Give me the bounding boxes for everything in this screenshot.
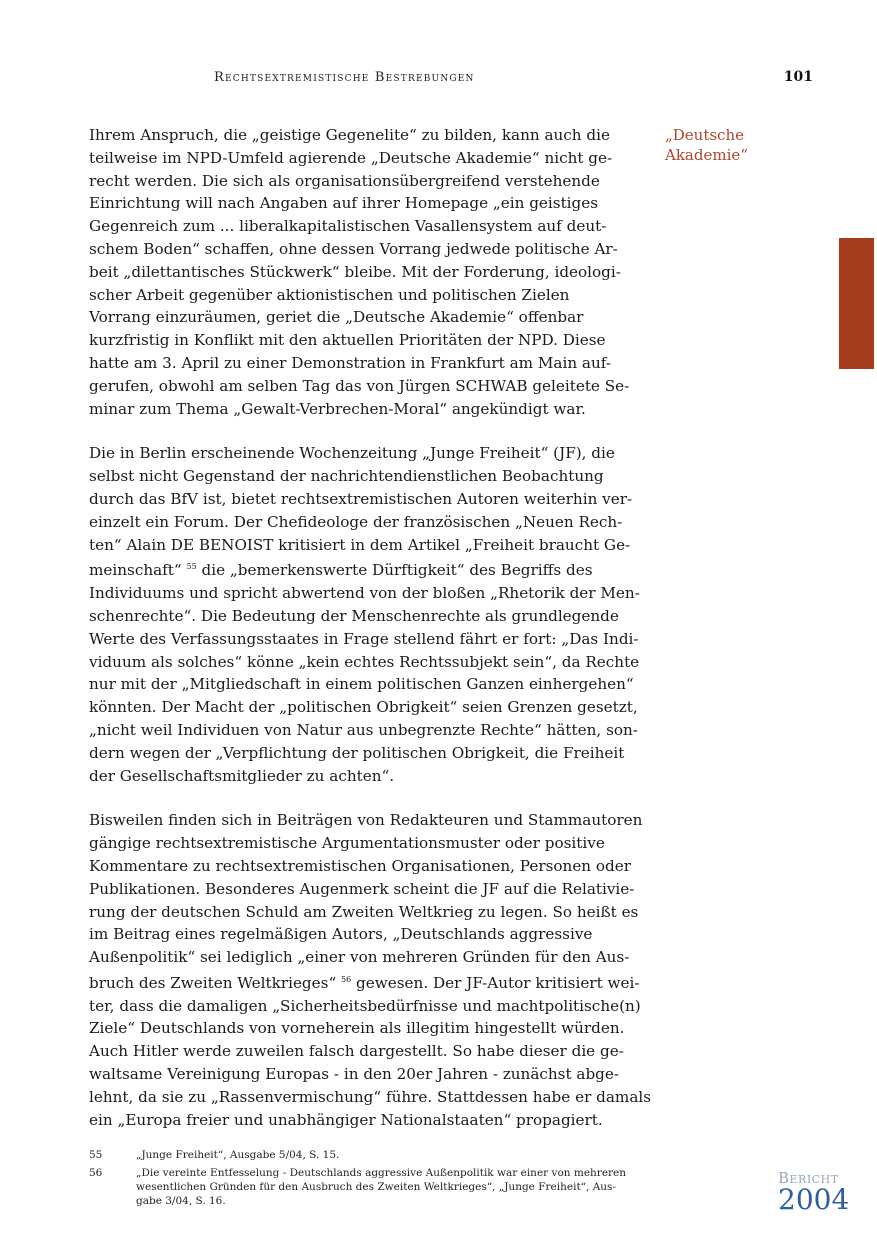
text-line <box>89 488 645 511</box>
running-title: Rechtsextremistische Bestrebungen <box>214 70 475 85</box>
text-line <box>89 1017 645 1040</box>
text-line <box>89 855 645 878</box>
margin-note <box>665 125 785 165</box>
margin-note-line: „Deutsche <box>665 126 744 144</box>
text-line-content: „nicht weil Individuen von Natur aus unbegrenzte Rechte“ hätten, son- <box>89 720 638 739</box>
text-line <box>89 147 645 170</box>
text-line <box>89 511 645 534</box>
text-line <box>89 284 645 307</box>
text-line <box>89 398 645 421</box>
footnotes <box>89 1148 649 1212</box>
text-line-content: ein „Europa freier und unabhängiger Nationalstaaten“ propagiert. <box>89 1110 603 1129</box>
text-line-content: beit „dilettantisches Stückwerk“ bleibe. Mit der Forderung, ideologi- <box>89 262 621 281</box>
text-line-content: nur mit der „Mitgliedschaft in einem politischen Ganzen einhergehen“ <box>89 675 634 694</box>
text-line <box>89 556 645 582</box>
text-line-content: kurzfristig in Konflikt mit den aktuellen Prioritäten der NPD. Diese <box>89 331 606 350</box>
text-line-content: Auch Hitler werde zuweilen falsch dargestellt. So habe dieser die ge- <box>89 1042 624 1061</box>
text-line-content: viduum als solches“ könne „kein echtes Rechtssubjekt sein“, da Rechte <box>89 652 640 671</box>
text-line <box>89 809 645 832</box>
footnote-text: „Junge Freiheit“, Ausgabe 5/04, S. 15. <box>136 1149 340 1161</box>
text-line-content: Gegenreich zum ... liberalkapitalistischen Vasallensystem auf deut- <box>89 217 607 236</box>
body-text <box>89 124 652 1153</box>
text-line-content: lehnt, da sie zu „Rassenvermischung“ führe. Stattdessen habe er damals <box>89 1087 652 1106</box>
text-line <box>89 719 645 742</box>
text-line <box>89 673 645 696</box>
text-line-content: Publikationen. Besonderes Augenmerk scheint die JF auf die Relativie- <box>89 879 635 898</box>
text-line <box>89 192 645 215</box>
text-line <box>89 215 645 238</box>
text-line <box>89 1109 645 1132</box>
footnote-number: 55 <box>89 1149 103 1161</box>
text-line-content: selbst nicht Gegenstand der nachrichtendienstlichen Beobachtung <box>89 467 604 486</box>
text-line <box>89 969 645 995</box>
text-line-content: Außenpolitik“ sei lediglich „einer von mehreren Gründen für den Aus- <box>89 948 630 967</box>
text-line-content: scher Arbeit gegenüber aktionistischen und politischen Zielen <box>89 285 570 304</box>
text-line <box>89 628 645 651</box>
text-line-content: ter, dass die damaligen „Sicherheitsbedürfnisse und machtpolitische(n) <box>89 996 641 1015</box>
text-line-content: im Beitrag eines regelmäßigen Autors, „Deutschlands aggressive <box>89 925 593 944</box>
text-line <box>89 375 645 398</box>
text-line <box>89 238 645 261</box>
text-line <box>89 651 645 674</box>
text-line-content: der Gesellschaftsmitglieder zu achten“. <box>89 766 395 785</box>
report-logo-year: 2004 <box>778 1183 850 1216</box>
text-line <box>89 352 645 375</box>
text-line-content: durch das BfV ist, bietet rechtsextremistischen Autoren weiterhin ver- <box>89 489 633 508</box>
text-line <box>89 765 645 788</box>
text-line <box>89 901 645 924</box>
text-line <box>89 946 645 969</box>
text-line-content: Vorrang einzuräumen, geriet die „Deutsche Akademie“ offenbar <box>89 308 584 327</box>
paragraph <box>89 124 645 420</box>
text-line <box>89 742 645 765</box>
text-line-content: hatte am 3. April zu einer Demonstration in Frankfurt am Main auf- <box>89 353 611 372</box>
text-line-content: ten“ Alain DE BENOIST kritisiert in dem Artikel „Freiheit braucht Ge- <box>89 535 631 554</box>
footnote-reference: 56 <box>341 974 352 984</box>
text-line <box>89 465 645 488</box>
text-line <box>89 696 645 719</box>
text-line <box>89 124 645 147</box>
report-logo <box>778 1170 848 1214</box>
text-line <box>89 1063 645 1086</box>
text-line-content: recht werden. Die sich als organisationsübergreifend verstehende <box>89 171 600 190</box>
text-line-continuation: die „bemerkenswerte Dürftigkeit“ des Begriffs des <box>196 561 593 580</box>
text-line <box>89 878 645 901</box>
text-line-content: meinschaft“ <box>89 561 182 580</box>
text-line-content: schenrechte“. Die Bedeutung der Menschenrechte als grundlegende <box>89 606 619 625</box>
text-line-content: könnten. Der Macht der „politischen Obrigkeit“ seien Grenzen gesetzt, <box>89 698 638 717</box>
footnote-number: 56 <box>89 1167 103 1179</box>
footnote-reference: 55 <box>186 562 197 572</box>
text-line <box>89 534 645 557</box>
text-line-content: dern wegen der „Verpflichtung der politischen Obrigkeit, die Freiheit <box>89 743 625 762</box>
text-line-content: bruch des Zweiten Weltkrieges“ <box>89 973 337 992</box>
text-line-content: Die in Berlin erscheinende Wochenzeitung „Junge Freiheit“ (JF), die <box>89 444 615 463</box>
text-line-content: rung der deutschen Schuld am Zweiten Weltkrieg zu legen. So heißt es <box>89 902 639 921</box>
text-line-content: gängige rechtsextremistische Argumentationsmuster oder positive <box>89 834 605 853</box>
text-line-content: Einrichtung will nach Angaben auf ihrer Homepage „ein geistiges <box>89 194 599 213</box>
paragraph <box>89 809 652 1131</box>
text-line-content: Ihrem Anspruch, die „geistige Gegenelite“ zu bilden, kann auch die <box>89 126 610 144</box>
footnote-text: gabe 3/04, S. 16. <box>136 1195 226 1207</box>
text-line-content: Werte des Verfassungsstaates in Frage stellend fährt er fort: „Das Indi- <box>89 629 639 648</box>
text-line-content: minar zum Thema „Gewalt-Verbrechen-Moral“ angekündigt war. <box>89 399 586 418</box>
text-line <box>89 582 645 605</box>
text-line <box>89 261 645 284</box>
page-number: 101 <box>783 69 813 85</box>
chapter-side-tab <box>839 238 874 369</box>
margin-note-line: Akademie“ <box>665 146 748 164</box>
report-logo-word: Bericht <box>778 1169 839 1187</box>
text-line-content: Ziele“ Deutschlands von vorneherein als illegitim hingestellt würden. <box>89 1019 625 1038</box>
text-line-content: teilweise im NPD-Umfeld agierende „Deutsche Akademie“ nicht ge- <box>89 148 613 167</box>
footnote-text: „Die vereinte Entfesselung - Deutschlands aggressive Außenpolitik war einer von mehreren <box>136 1167 627 1179</box>
text-line <box>89 832 645 855</box>
text-line-content: schem Boden“ schaffen, ohne dessen Vorrang jedwede politische Ar- <box>89 239 618 258</box>
paragraph <box>89 442 645 787</box>
text-line <box>89 306 645 329</box>
text-line-content: Kommentare zu rechtsextremistischen Organisationen, Personen oder <box>89 856 632 875</box>
text-line <box>89 923 645 946</box>
text-line-content: einzelt ein Forum. Der Chefideologe der französischen „Neuen Rech- <box>89 512 623 531</box>
footnote <box>89 1166 649 1208</box>
text-line-continuation: gewesen. Der JF-Autor kritisiert wei- <box>351 973 640 992</box>
text-line-content: Bisweilen finden sich in Beiträgen von Redakteuren und Stammautoren <box>89 811 643 830</box>
text-line <box>89 329 645 352</box>
footnote <box>89 1148 649 1162</box>
footnote-text: wesentlichen Gründen für den Ausbruch des Zweiten Weltkrieges“, „Junge Freiheit“, Aus- <box>136 1181 616 1193</box>
text-line-content: Individuums und spricht abwertend von der bloßen „Rhetorik der Men- <box>89 584 640 603</box>
text-line <box>89 442 645 465</box>
text-line <box>89 1086 652 1109</box>
text-line <box>89 605 645 628</box>
text-line <box>89 1040 645 1063</box>
text-line-content: waltsame Vereinigung Europas - in den 20er Jahren - zunächst abge- <box>89 1065 620 1084</box>
text-line-content: gerufen, obwohl am selben Tag das von Jürgen SCHWAB geleitete Se- <box>89 376 630 395</box>
text-line <box>89 995 645 1018</box>
text-line <box>89 170 645 193</box>
